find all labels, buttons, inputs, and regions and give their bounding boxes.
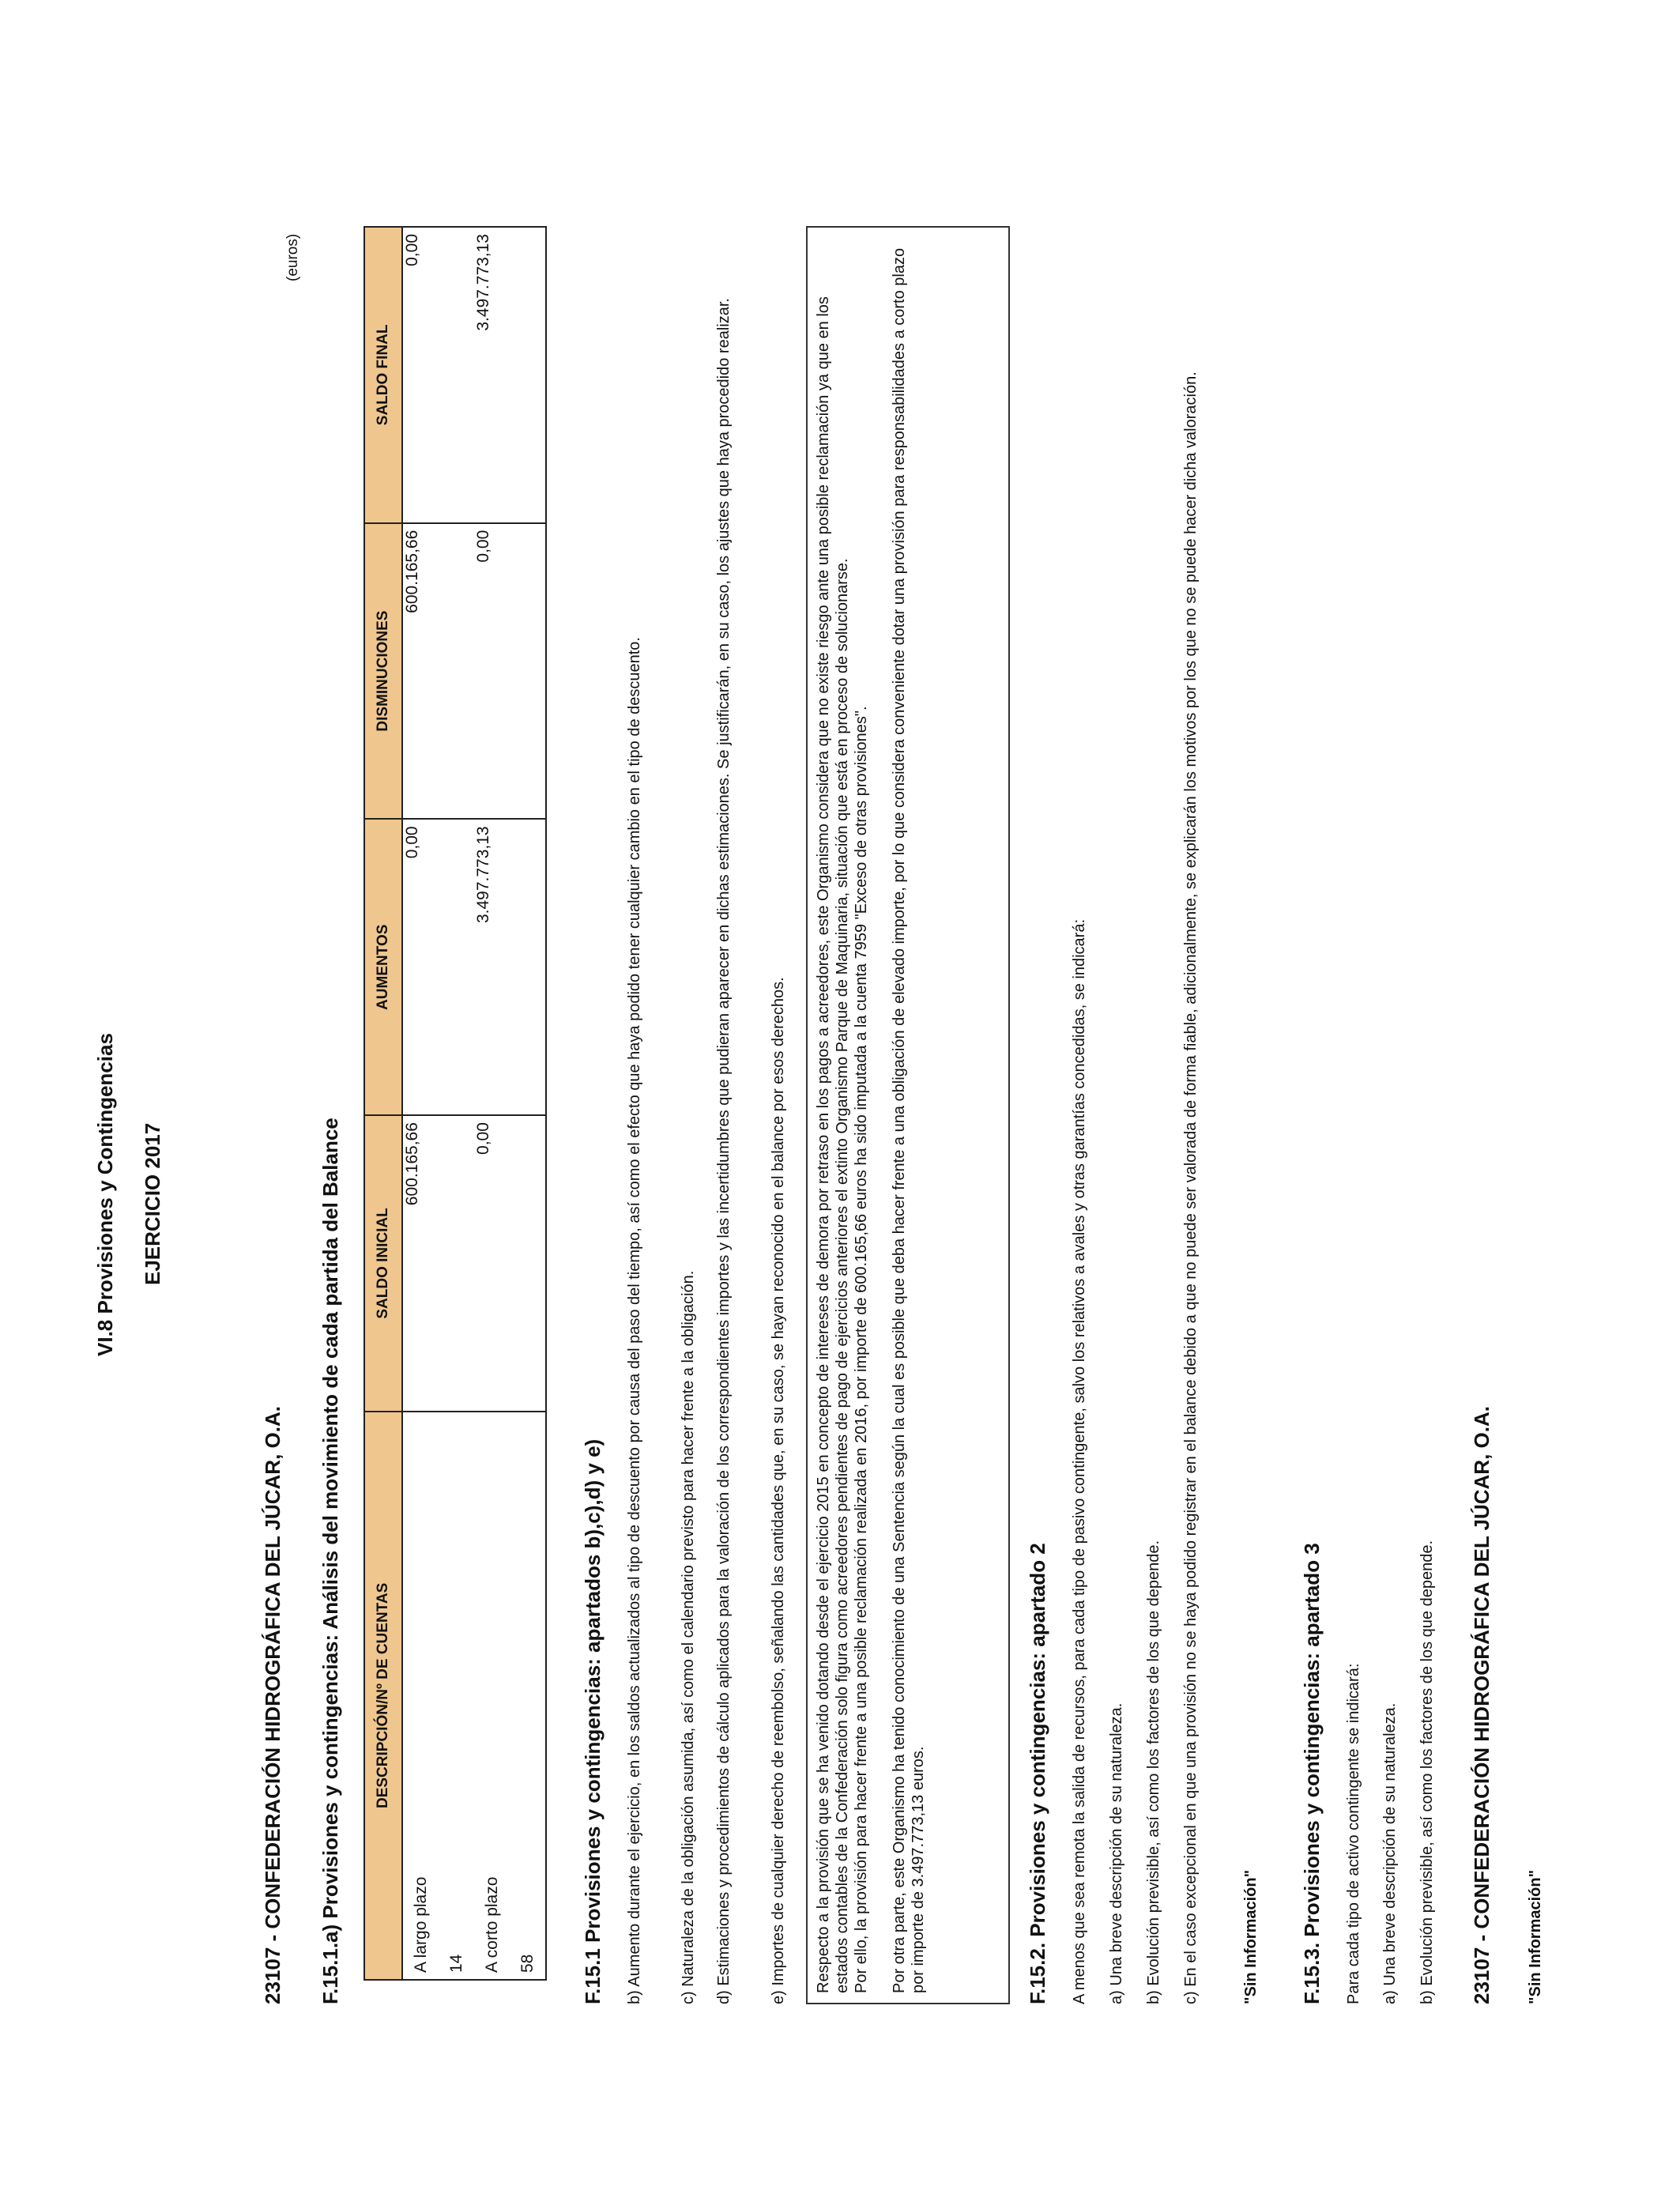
cell-saldo-final: 3.497.773,13 [474,227,510,523]
table-section-title: F.15.1.a) Provisiones y contingencias: Análisis del movimiento de cada partida del Balance [318,1118,342,2004]
cell-saldo-final [439,227,474,523]
f152-intro: A menos que sea remota la salida de recursos, para cada tipo de pasivo contingente, salvo los relativos a avales y otras garantías concedidas, se indicará: [1071,918,1088,2004]
cell-saldo-inicial [439,1115,474,1412]
cell-saldo-inicial [510,1115,546,1412]
f151-title: F.15.1 Provisiones y contingencias: apartados b),c),d) y e) [581,1438,605,2004]
cell-saldo-inicial: 600.165,66 [402,1115,439,1412]
cell-description: 58 [510,1412,546,1980]
table-row [474,227,510,1980]
table-row [402,227,439,1980]
table-row [439,227,474,1980]
cell-disminuciones: 0,00 [474,523,510,820]
f152-item-b: b) Evolución previsible, así como los factores de los que depende. [1145,1540,1162,2004]
cell-saldo-inicial: 0,00 [474,1115,510,1412]
cell-aumentos: 0,00 [402,819,439,1115]
cell-aumentos [510,819,546,1115]
f151-item-d: d) Estimaciones y procedimientos de cálculo aplicados para la valoración de los correspondientes importes y las incertidumbres que pudieran aparecer en dichas estimaciones. Se justificarán, en su caso, los ajustes que haya procedido realizar. [715,298,733,2004]
column-header: SALDO INICIAL [364,1115,402,1412]
cell-description: 14 [439,1412,474,1980]
provisions-movement-table [363,226,547,1981]
cell-disminuciones [510,523,546,820]
provision-explanation-box [806,226,1010,2004]
f153-item-a: a) Una breve descripción de su naturaleza. [1381,1702,1399,2004]
cell-saldo-final: 0,00 [402,227,439,523]
fiscal-year: EJERCICIO 2017 [141,1122,164,1285]
f152-no-info: "Sin Información" [1242,1869,1260,2004]
f151-item-b: b) Aumento durante el ejercicio, en los saldos actualizados al tipo de descuento por causa del paso del tiempo, así como el efecto que haya podido tener cualquier cambio en el tipo de descuento. [626,637,643,2004]
page-title: VI.8 Provisiones y Contingencias [93,1033,117,1356]
cell-disminuciones [439,523,474,820]
table-row [510,227,546,1980]
f152-item-a: a) Una breve descripción de su naturaleza. [1108,1702,1125,2004]
f151-item-e: e) Importes de cualquier derecho de reembolso, señalando las cantidades que, en su caso, se hayan reconocido en el balance por esos derechos. [770,977,787,2004]
column-header: SALDO FINAL [364,227,402,523]
f153-item-b: b) Evolución previsible, así como los factores de los que depende. [1418,1540,1436,2004]
column-header: AUMENTOS [364,819,402,1115]
footer-organization: 23107 - CONFEDERACIÓN HIDROGRÁFICA DEL JÚCAR, O.A. [1470,1406,1494,2004]
organization-heading: 23107 - CONFEDERACIÓN HIDROGRÁFICA DEL JÚCAR, O.A. [261,1406,284,2004]
column-header: DESCRIPCIÓN/Nº DE CUENTAS [364,1412,402,1980]
footer-no-info: "Sin Información" [1527,1869,1544,2004]
cell-description: A corto plazo [474,1412,510,1980]
f152-title: F.15.2. Provisiones y contingencias: apartado 2 [1026,1543,1049,2004]
cell-disminuciones: 600.165,66 [402,523,439,820]
f151-item-c: c) Naturaleza de la obligación asumida, así como el calendario previsto para hacer frente a la obligación. [680,1270,697,2004]
explanation-paragraph: Respecto a la provisión que se ha venido dotando desde el ejercicio 2015 en concepto de intereses de demora por retraso en los pagos a acreedores, este Organismo considera que no existe riesgo ante una posible reclamación ya que en los estados contables de la Confederación solo figura como acreedores pendientes de pago de ejercicios anteriores el extinto Organismo Parque de Maquinaria, situación que está en proceso de solucionarse. [815,296,851,1993]
table-header-row [364,227,402,1980]
explanation-paragraph: Por otra parte, este Organismo ha tenido conocimiento de una Sentencia según la cual es posible que deba hacer frente a una obligación de elevado importe, por lo que considera conveniente dotar una provisión para responsabilidades a corto plazo por importe de 3.497.773,13 euros. [891,247,927,1993]
currency-unit: (euros) [284,233,301,281]
cell-aumentos [439,819,474,1115]
explanation-paragraph: Por ello, la provisión para hacer frente a una posible reclamación realizada en 2016, por importe de 600.165,66 euros ha sido imputada a la cuenta 7959 "Exceso de otras provisiones". [853,706,870,1993]
f153-title: F.15.3. Provisiones y contingencias: apartado 3 [1300,1543,1324,2004]
f152-item-c: c) En el caso excepcional en que una provisión no se haya podido registrar en el balance debido a que no puede ser valorada de forma fiable, adicionalmente, se explicarán los motivos por los que no se puede hacer dicha valoración. [1182,371,1200,2004]
cell-saldo-final [510,227,546,523]
column-header: DISMINUCIONES [364,523,402,820]
cell-description: A largo plazo [402,1412,439,1980]
f153-intro: Para cada tipo de activo contingente se indicará: [1345,1663,1362,2004]
cell-aumentos: 3.497.773,13 [474,819,510,1115]
